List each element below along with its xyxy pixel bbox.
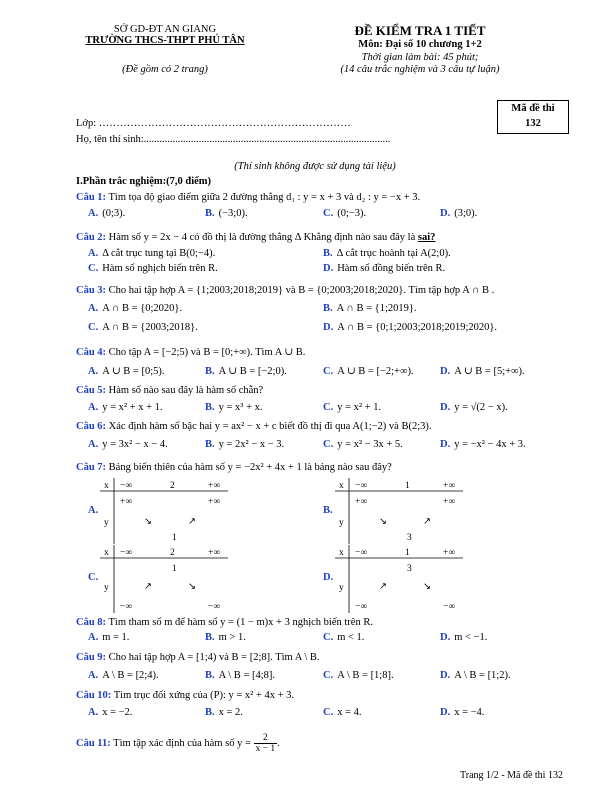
q1-option-a: A. (0;3). xyxy=(88,208,126,219)
vt-c-arrow-down-icon: ↘ xyxy=(188,582,196,592)
question-8: Câu 8: Tìm tham số m để hàm số y = (1 − m)x + 3 nghịch biến trên R. xyxy=(76,617,373,628)
q7-option-b: B. xyxy=(323,505,333,516)
q7-option-d: D. xyxy=(323,572,334,583)
q10-option-d: D. x = −4. xyxy=(440,707,485,718)
vt-d-ytop: 3 xyxy=(407,564,412,574)
q6-option-a: A. y = 3x² − x − 4. xyxy=(88,439,168,450)
vt-d-x2: 1 xyxy=(405,548,410,558)
vt-a-arrow-down-icon: ↘ xyxy=(144,517,152,527)
q1-option-d: D. (3;0). xyxy=(440,208,478,219)
q4-option-c: C. A ∪ B = [−2;+∞). xyxy=(323,366,414,377)
q4-option-a: A. A ∪ B = [0;5). xyxy=(88,366,165,377)
vt-d-ybot2: −∞ xyxy=(443,602,456,612)
notice: (Thí sinh không được sử dụng tài liệu) xyxy=(234,161,396,172)
vt-c-arrow-up-icon: ↗ xyxy=(144,582,152,592)
exam-title: ĐỀ KIỂM TRA 1 TIẾT xyxy=(354,23,486,38)
vt-a-y: y xyxy=(104,518,109,528)
vt-c-x2: 2 xyxy=(170,548,175,558)
vt-a-arrow-up-icon: ↗ xyxy=(188,517,196,527)
vt-d-y: y xyxy=(339,583,344,593)
vt-a-ytop2: +∞ xyxy=(208,497,221,507)
q6-option-c: C. y = x² − 3x + 5. xyxy=(323,439,403,450)
q5-option-c: C. y = x² + 1. xyxy=(323,402,382,413)
q3-option-a: A. A ∩ B = {0;2020}. xyxy=(88,303,183,314)
exam-code-box xyxy=(497,100,569,134)
vt-d-x3: +∞ xyxy=(443,548,456,558)
question-11: Câu 11: Tìm tập xác định của hàm số y = $\frac{2}{x - 1}$ . xyxy=(76,733,280,754)
question-10: Câu 10: Tìm trục đối xứng của (P): y = x² + 4x + 3. xyxy=(76,690,295,701)
q9-option-d: D. A \ B = [1;2). xyxy=(440,670,511,681)
q1-option-c: C. (0;−3). xyxy=(323,208,367,219)
class-field: Lớp: ……………………………………………………………… xyxy=(76,118,351,129)
vt-c-y: y xyxy=(104,583,109,593)
q2-option-a: A. Δ cắt trục tung tại B(0;−4). xyxy=(88,248,216,259)
vt-d-arrow-up-icon: ↗ xyxy=(379,582,387,592)
exam-code-value: 132 xyxy=(525,118,541,129)
vt-c-ybot2: −∞ xyxy=(208,602,221,612)
vt-a-x1: −∞ xyxy=(120,481,133,491)
vt-b-arrow-down-icon: ↘ xyxy=(379,517,387,527)
vt-b-x: x xyxy=(339,481,344,491)
question-9: Câu 9: Cho hai tập hợp A = [1;4) và B = [2;8]. Tìm A \ B. xyxy=(76,652,320,663)
vt-a-x3: +∞ xyxy=(208,481,221,491)
q9-option-c: C. A \ B = [1;8]. xyxy=(323,670,394,681)
vt-b-ymid: 3 xyxy=(407,533,412,543)
vt-d-ybot1: −∞ xyxy=(355,602,368,612)
variation-table-d xyxy=(335,545,465,613)
q4-option-b: B. A ∪ B = [−2;0). xyxy=(205,366,287,377)
vt-b-x2: 1 xyxy=(405,481,410,491)
exam-structure: (14 câu trắc nghiệm và 3 câu tự luận) xyxy=(340,64,500,75)
q7-option-c: C. xyxy=(88,572,99,583)
question-2: Câu 2: Hàm số y = 2x − 4 có đồ thị là đường thẳng Δ Khẳng định nào sau đây là sai? xyxy=(76,232,436,243)
vt-d-x1: −∞ xyxy=(355,548,368,558)
vt-c-x3: +∞ xyxy=(208,548,221,558)
vt-c-ybot1: −∞ xyxy=(120,602,133,612)
q5-option-a: A. y = x² + x + 1. xyxy=(88,402,163,413)
variation-table-a xyxy=(100,478,230,544)
q3-option-d: D. A ∩ B = {0;1;2003;2018;2019;2020}. xyxy=(323,322,498,333)
q11-fraction: $\frac{2}{x - 1}$ xyxy=(255,733,276,754)
q7-option-a: A. xyxy=(88,505,99,516)
vt-a-ymid: 1 xyxy=(172,533,177,543)
q10-option-b: B. x = 2. xyxy=(205,707,243,718)
department-name: SỞ GD-ĐT AN GIANG xyxy=(113,24,217,35)
vt-d-x: x xyxy=(339,548,344,558)
exam-time: Thời gian làm bài: 45 phút; xyxy=(361,52,479,63)
q3-option-b: B. A ∩ B = {1;2019}. xyxy=(323,303,417,314)
q4-option-d: D. A ∪ B = [5;+∞). xyxy=(440,366,525,377)
q2-option-d: D. Hàm số đồng biến trên R. xyxy=(323,263,446,274)
exam-subject: Môn: Đại số 10 chương 1+2 xyxy=(358,39,482,50)
q2-option-b: B. Δ cắt trục hoành tại A(2;0). xyxy=(323,248,451,259)
question-4: Câu 4: Cho tập A = [−2;5) và B = [0;+∞). Tìm A ∪ B. xyxy=(76,347,306,358)
q2-option-c: C. Hàm số nghịch biến trên R. xyxy=(88,263,218,274)
q8-option-a: A. m = 1. xyxy=(88,632,130,643)
student-name-field: Họ, tên thí sinh:.............................................................................................. xyxy=(76,134,391,145)
q5-option-b: B. y = x³ + x. xyxy=(205,402,263,413)
vt-a-x2: 2 xyxy=(170,481,175,491)
vt-b-x3: +∞ xyxy=(443,481,456,491)
question-3: Câu 3: Cho hai tập hợp A = {1;2003;2018;2019} và B = {0;2003;2018;2020}. Tìm tập hợp A ∩ B . xyxy=(76,285,495,296)
vt-c-ytop: 1 xyxy=(172,564,177,574)
vt-b-ytop2: +∞ xyxy=(443,497,456,507)
q6-option-d: D. y = −x² − 4x + 3. xyxy=(440,439,526,450)
question-1: Câu 1: Tìm tọa độ giao điểm giữa 2 đường thẳng d₁ : y = x + 3 và d₂ : y = −x + 3. xyxy=(76,192,421,203)
q5-option-d: D. y = √(2 − x). xyxy=(440,402,508,413)
exam-code-label: Mã đề thi xyxy=(511,103,555,114)
pages-note: (Đề gồm có 2 trang) xyxy=(122,64,208,75)
question-7: Câu 7: Bảng biến thiên của hàm số y = −2x² + 4x + 1 là bảng nào sau đây? xyxy=(76,462,392,473)
vt-b-x1: −∞ xyxy=(355,481,368,491)
vt-a-ytop1: +∞ xyxy=(120,497,133,507)
vt-b-y: y xyxy=(339,518,344,528)
vt-d-arrow-down-icon: ↘ xyxy=(423,582,431,592)
variation-table-b xyxy=(335,478,465,544)
variation-table-c xyxy=(100,545,230,613)
q8-option-b: B. m > 1. xyxy=(205,632,246,643)
section-title: I.Phần trắc nghiệm:(7,0 điểm) xyxy=(76,176,212,187)
school-name: TRƯỜNG THCS-THPT PHÚ TÂN xyxy=(85,35,245,46)
q9-option-a: A. A \ B = [2;4). xyxy=(88,670,159,681)
vt-b-ytop1: +∞ xyxy=(355,497,368,507)
question-5: Câu 5: Hàm số nào sau đây là hàm số chẵn? xyxy=(76,385,264,396)
vt-a-x: x xyxy=(104,481,109,491)
q8-option-d: D. m < −1. xyxy=(440,632,488,643)
q3-option-c: C. A ∩ B = {2003;2018}. xyxy=(88,322,198,333)
q6-option-b: B. y = 2x² − x − 3. xyxy=(205,439,285,450)
q8-option-c: C. m < 1. xyxy=(323,632,365,643)
vt-c-x: x xyxy=(104,548,109,558)
q10-option-c: C. x = 4. xyxy=(323,707,362,718)
question-6: Câu 6: Xác định hàm số bậc hai y = ax² − x + c biết đồ thị đi qua A(1;−2) và B(2;3). xyxy=(76,421,432,432)
vt-c-x1: −∞ xyxy=(120,548,133,558)
vt-b-arrow-up-icon: ↗ xyxy=(423,517,431,527)
q10-option-a: A. x = −2. xyxy=(88,707,133,718)
q1-option-b: B. (−3;0). xyxy=(205,208,248,219)
page-footer: Trang 1/2 - Mã đề thi 132 xyxy=(460,770,563,781)
q9-option-b: B. A \ B = [4;8]. xyxy=(205,670,276,681)
